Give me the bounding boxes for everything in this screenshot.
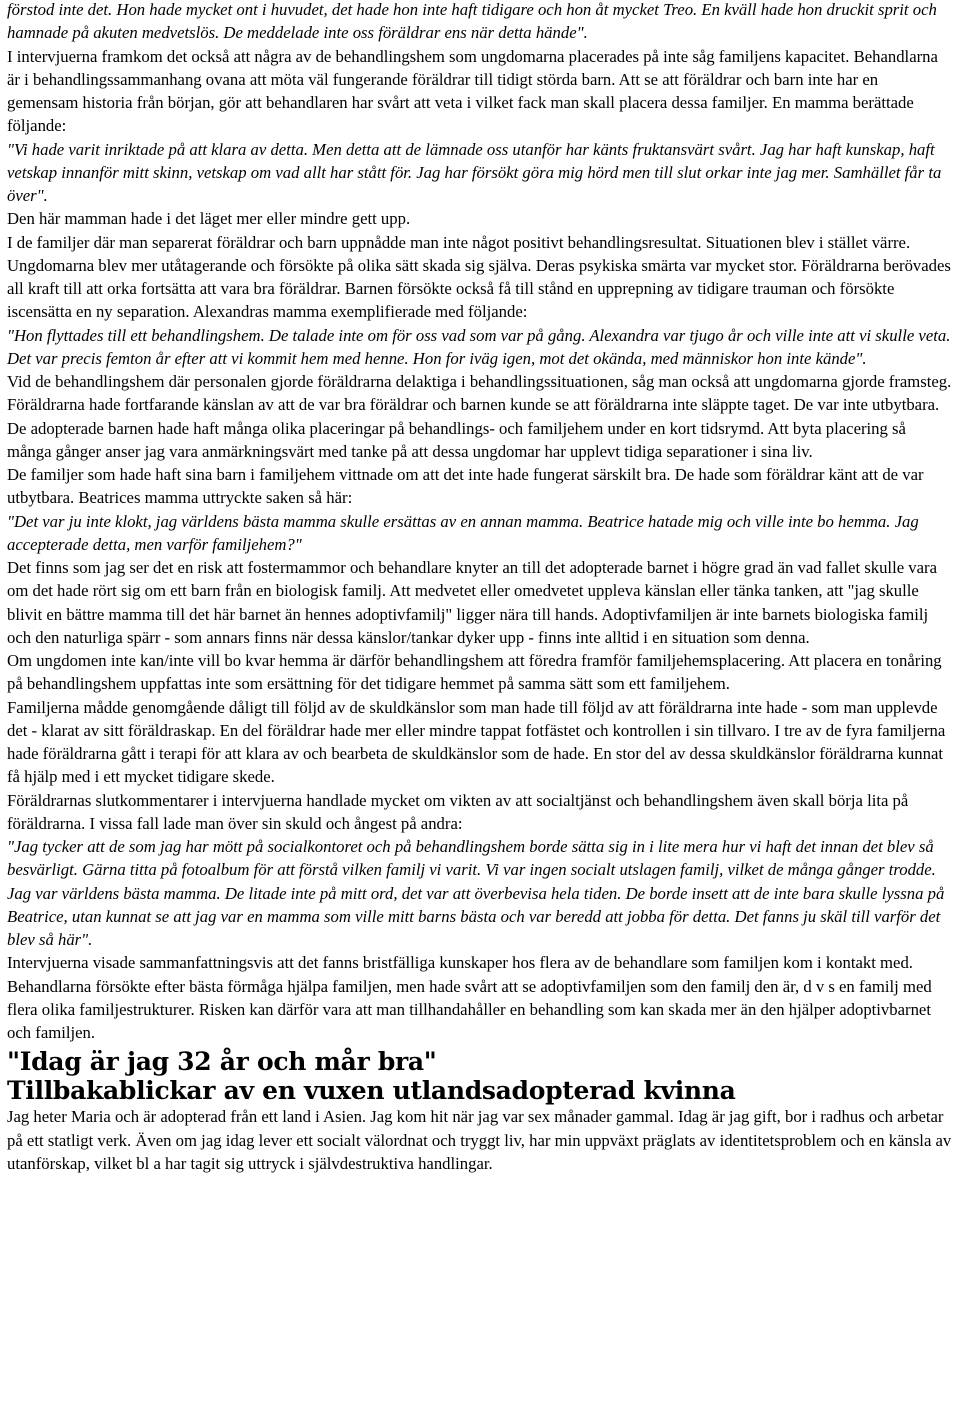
section-heading: "Idag är jag 32 år och mår bra"	[7, 1047, 437, 1077]
paragraph	[7, 0, 953, 45]
section-subheading: Tillbakablickar av en vuxen utlandsadopterad kvinna	[7, 1076, 736, 1106]
paragraph	[7, 556, 953, 649]
quote-text: "Det var ju inte klokt, jag världens bästa mamma skulle ersättas av en annan mamma. Beatrice hatade mig och ville inte bo hemma. Jag accepterade detta, men varför familjehem?"	[7, 511, 919, 554]
body-text: Om ungdomen inte kan/inte vill bo kvar hemma är därför behandlingshem att föredra framför familjehemsplacering. Att placera en tonåring på behandlingshem uppfattas inte som ersättning för det tidigare hemmet på samma sätt som ett familjehem.	[7, 651, 942, 694]
paragraph	[7, 231, 953, 324]
paragraph-list	[7, 0, 953, 1044]
quote-text: "Vi hade varit inriktade på att klara av detta. Men detta att de lämnade oss utanför har känts fruktansvärt svårt. Jag har haft kunskap, haft vetskap innanför mitt skinn, vetskap om vad allt har stått för. Jag har försökt göra mig hörd men till slut orkar inte jag mer. Samhället får ta över".	[7, 139, 942, 205]
paragraph	[7, 207, 953, 230]
body-text: Föräldrarnas slutkommentarer i intervjuerna handlade mycket om vikten av att socialtjänst och behandlingshem även skall börja lita på föräldrarna. I vissa fall lade man över sin skuld och ångest på andra:	[7, 790, 909, 833]
paragraph	[7, 696, 953, 789]
quote-text: "Jag tycker att de som jag har mött på socialkontoret och på behandlingshem borde sätta sig in i lite mera hur vi haft det innan det blev så besvärligt. Gärna titta på fotoalbum för att förstå vilken familj vi varit. Vi var ingen socialt utslagen familj, vilket de många gånger trodde. Jag var världens bästa mamma. De litade inte på mitt ord, det var att överbevisa hela tiden. De borde insett att de inte bara skulle lyssna på Beatrice, utan kunnat se att jag var en mamma som ville mitt barns bästa och var beredd att jobba för detta. Det fanns ju skäl till varför det blev så här".	[7, 837, 945, 949]
paragraph	[7, 951, 953, 1044]
body-text: Vid de behandlingshem där personalen gjorde föräldrarna delaktiga i behandlingssituationen, såg man också att ungdomarna gjorde framsteg. Föräldrarna hade fortfarande känslan av att de var bra föräldrar och barnen kunde se att föräldrarna inte släppte taget. De var inte utbytbara.	[7, 372, 952, 415]
paragraph	[7, 45, 953, 138]
body-text: Familjerna mådde genomgående dåligt till följd av de skuldkänslor som man hade till följd av att föräldrarna inte hade - som man upplevde det - klarat av sitt föräldraskap. En del föräldrar hade mer eller mindre tappat fotfästet och kontrollen i sin tillvaro. I tre av de fyra familjerna hade föräldrarna gått i terapi för att klara av och bearbeta de skuldkänslor som de hade. En stor del av dessa skuldkänslor föräldrarna kunnat få hjälp med i ett mycket tidigare skede.	[7, 697, 946, 787]
intro-paragraph: Jag heter Maria och är adopterad från ett land i Asien. Jag kom hit när jag var sex månader gammal. Idag är jag gift, bor i radhus och arbetar på ett statligt verk. Även om jag idag lever ett socialt välordnat och tryggt liv, har min uppväxt präglats av identitetsproblem och en känsla av utanförskap, vilket bl a har tagit sig uttryck i självdestruktiva handlingar.	[7, 1107, 952, 1173]
body-text: I intervjuerna framkom det också att några av de behandlingshem som ungdomarna placerades på inte såg familjens kapacitet. Behandlarna är i behandlingssammanhang ovana att möta väl fungerande föräldrar till tidigt störda barn. Att se att föräldrar och barn inte har en gemensam historia från början, gör att behandlaren har svårt att veta i vilket fack man skall placera dessa familjer. En mamma berättade följande:	[7, 46, 938, 136]
body-text: Det finns som jag ser det en risk att fostermammor och behandlare knyter an till det adopterade barnet i högre grad än vad fallet skulle vara om det hade rört sig om ett barn från en biologisk familj. Att medvetet eller omedvetet uppleva känslan eller tänka tanken, att "jag skulle blivit en bättre mamma till det här barnet än hennes adoptivfamilj" ligger nära till hands. Adoptivfamiljen är inte barnets biologiska familj och den naturliga spärr - som annars finns när dessa känslor/tankar dyker upp - finns inte alltid i en situation som denna.	[7, 558, 937, 647]
paragraph	[7, 370, 953, 417]
paragraph	[7, 510, 953, 557]
quote-text: förstod inte det. Hon hade mycket ont i huvudet, det hade hon inte haft tidigare och hon åt mycket Treo. En kväll hade hon druckit sprit och hamnade på akuten medvetslös. De meddelade inte oss föräldrar ens när detta hände".	[7, 0, 937, 43]
paragraph	[7, 138, 953, 208]
body-text: Den här mamman hade i det läget mer eller mindre gett upp.	[7, 209, 411, 229]
body-text: I de familjer där man separerat föräldrar och barn uppnådde man inte något positivt behandlingsresultat. Situationen blev i stället värre. Ungdomarna blev mer utåtagerande och försökte på olika sätt skada sig själva. Deras psykiska smärta var mycket stor. Föräldrarna berövades all kraft till att orka fortsätta att vara bra föräldrar. Barnen försökte också få till stånd en upprepning av tidigare trauman och försökte iscensätta en ny separation. Alexandras mamma exemplifierade med följande:	[7, 232, 951, 322]
body-text: Intervjuerna visade sammanfattningsvis att det fanns bristfälliga kunskaper hos flera av de behandlare som familjen kom i kontakt med. Behandlarna försökte efter bästa förmåga hjälpa familjen, men hade svårt att se adoptivfamiljen som den familj den är, d v s en familj med flera olika familjestrukturer. Risken kan därför vara att man tillhandahåller en behandling som kan skada mer än den hjälper adoptivbarnet och familjen.	[7, 953, 932, 1042]
document-body	[7, 0, 953, 1175]
body-text: De adopterade barnen hade haft många olika placeringar på behandlings- och familjehem under en kort tidsrymd. Att byta placering så många gånger anser jag vara anmärkningsvärt med tanke på att dessa ungdomar har upplevt tidiga separationer i sina liv.	[7, 418, 906, 461]
paragraph	[7, 324, 953, 371]
paragraph	[7, 463, 953, 510]
quote-text: "Hon flyttades till ett behandlingshem. De talade inte om för oss vad som var på gång. Alexandra var tjugo år och ville inte att vi skulle veta. Det var precis femton år efter att vi kommit hem med henne. Hon for iväg igen, mot det okända, med människor hon inte kände".	[7, 325, 951, 368]
paragraph	[7, 649, 953, 696]
paragraph	[7, 789, 953, 836]
body-text: De familjer som hade haft sina barn i familjehem vittnade om att det inte hade fungerat särskilt bra. De hade som föräldrar känt att de var utbytbara. Beatrices mamma uttryckte saken så här:	[7, 465, 924, 508]
paragraph	[7, 835, 953, 951]
paragraph	[7, 417, 953, 464]
